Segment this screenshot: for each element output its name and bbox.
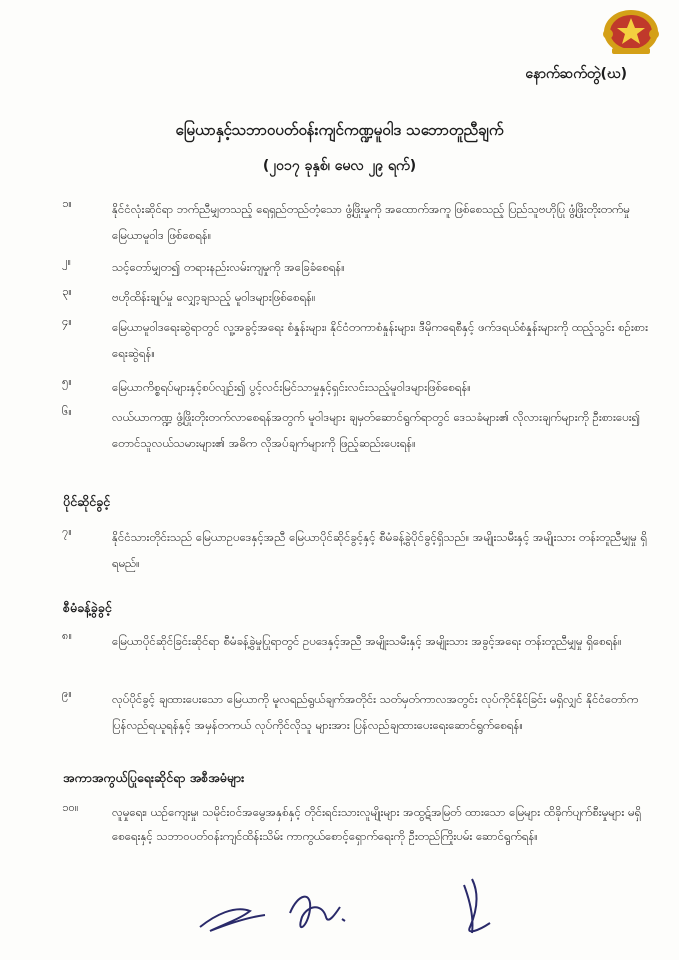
list-item (62, 686, 652, 738)
item-text: မြေယာကိစ္စရပ်များနှင့်စပ်လျဉ်း၍ ပွင့်လင်းမြင်သာမှုနှင့်ရှင်းလင်းသည့်မူဝါဒများဖြစ်စေရန်။ (112, 380, 471, 394)
list-item (62, 800, 652, 848)
item-number: ၄။ (62, 314, 72, 328)
item-number: ၂။ (62, 254, 72, 268)
list-item (62, 374, 652, 400)
list-item (62, 314, 652, 366)
list-item (62, 628, 652, 654)
item-text: ဗဟိုထိန်းချုပ်မှု လျှော့ချသည့် မူဝါဒများဖြစ်စေရန်။ (112, 290, 316, 304)
document-date: (၂၀၁၇ ခုနှစ်၊ မေလ ၂၉ ရက်) (262, 158, 417, 174)
item-number: ၇။ (62, 524, 72, 538)
item-text: သင့်တော်မျှတ၍ တရားနည်းလမ်းကျမှုကို အခြေခံစေရန်။ (112, 260, 345, 274)
section-heading-protection: အကာအကွယ်ပြုရေးဆိုင်ရာ အစီအမံများ (63, 770, 245, 785)
item-number: ၁။ (62, 196, 72, 210)
section-heading-management: စီမံခန့်ခွဲခွင့် (63, 600, 112, 615)
list-item (62, 404, 652, 456)
item-text: လယ်ယာကဏ္ဍ ဖွံ့ဖြိုးတိုးတက်လာစေရန်အတွက် မူဝါဒများ ချမှတ်ဆောင်ရွက်ရာတွင် ဒေသခံများ၏ လိုလားချက်များကို ဦးစားပေး၍ တောင်သူလယ်သမားများ၏ အဓိက လိုအပ်ချက်များကို ဖြည့်ဆည်းပေးရန်။ (112, 410, 641, 450)
list-item (62, 284, 652, 310)
item-text: မြေယာမူဝါဒရေးဆွဲရာတွင် လူ့အခွင့်အရေး စံနှုန်းများ၊ နိုင်ငံတကာစံနှုန်းများ၊ ဒီမိုကရေစီနှင့် ဖက်ဒရယ်စံနှုန်းများကို ထည့်သွင်း စဉ်းစားရေးဆွဲရန်။ (112, 320, 649, 360)
item-number: ၈။ (62, 628, 73, 642)
item-text: လူမှုရေး၊ ယဉ်ကျေးမှု၊ သမိုင်းဝင်အမွေအနှစ်နှင့် တိုင်းရင်းသားလူမျိုးများ အထွဋ်အမြတ် ထားသော မြေများ ထိခိုက်ပျက်စီးမှုများ မရှိစေရေးနှင့် သဘာဝပတ်ဝန်းကျင်ထိန်းသိမ်း ကာကွယ်စောင့်ရှောက်ရေးကို ဦးတည်ကြိုးပမ်း ဆောင်ရွက်ရန်။ (112, 805, 642, 843)
item-text: မြေယာပိုင်ဆိုင်ခြင်းဆိုင်ရာ စီမံခန့်ခွဲမှုပြုရာတွင် ဥပဒေနှင့်အညီ အမျိုးသမီးနှင့် အမျိုးသား အခွင့်အရေး တန်းတူညီမျှမှု ရှိစေရန်။ (112, 634, 622, 648)
item-number: ၆။ (62, 404, 72, 418)
annex-label: နောက်ဆက်တွဲ(ဃ) (525, 66, 627, 82)
list-item (62, 196, 652, 248)
item-text: လုပ်ပိုင်ခွင့် ချထားပေးသော မြေယာကို မူလရည်ရွယ်ချက်အတိုင်း သတ်မှတ်ကာလအတွင်း လုပ်ကိုင်နိုင်ခြင်း မရှိလျှင် နိုင်ငံတော်က ပြန်လည်ရယူရန်နှင့် အမှန်တကယ် လုပ်ကိုင်လိုသူ များအား ပြန်လည်ချထားပေးရေးဆောင်ရွက်စေရန်။ (112, 692, 639, 732)
document-title: မြေယာနှင့်သဘာဝပတ်ဝန်းကျင်ကဏ္ဍမူဝါဒ သဘောတူညီချက် (175, 121, 504, 139)
state-seal-icon (600, 4, 662, 56)
item-number: ၉။ (62, 686, 72, 700)
section-heading-ownership: ပိုင်ဆိုင်ခွင့် (63, 494, 111, 509)
item-number: ၅။ (62, 374, 72, 388)
item-number: ၃။ (62, 284, 72, 298)
item-number: ၁၀။ (62, 800, 79, 814)
item-text: နိုင်ငံသားတိုင်းသည် မြေယာဥပဒေနှင့်အညီ မြေယာပိုင်ဆိုင်ခွင့်နှင့် စီမံခန့်ခွဲပိုင်ခွင့်ရှိသည်။ အမျိုးသမီးနှင့် အမျိုးသား တန်းတူညီမျှမှု ရှိရမည်။ (112, 530, 647, 570)
list-item (62, 254, 652, 280)
list-item (62, 524, 652, 576)
handwritten-signatures-icon (180, 865, 540, 955)
item-text: နိုင်ငံလုံးဆိုင်ရာ ဘက်ညီမျှတသည့် ရေရှည်တည်တံ့သော ဖွံ့ဖြိုးမှုကို အထောက်အကူ ဖြစ်စေသည့် ပြည်သူဗဟိုပြု ဖွံ့ဖြိုးတိုးတက်မှု မြေယာမူဝါဒ ဖြစ်စေရန်။ (112, 202, 630, 242)
